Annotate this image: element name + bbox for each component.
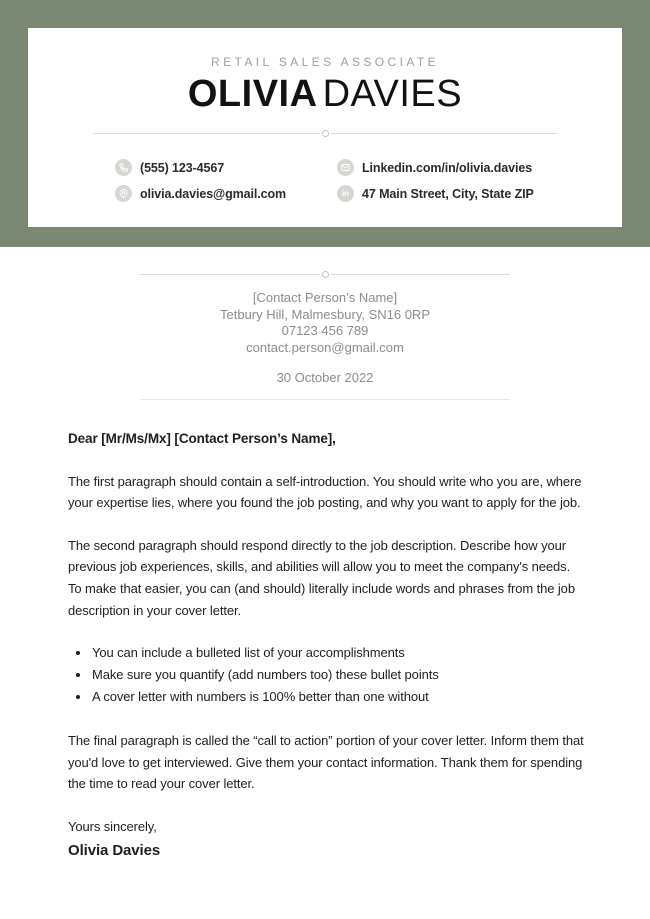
contact-grid (115, 159, 622, 202)
signature: Olivia Davies (68, 841, 161, 859)
recipient-email: contact.person@gmail.com (246, 339, 404, 355)
contact-linkedin-label: Linkedin.com/in/olivia.davies (362, 160, 533, 175)
phone-icon (115, 159, 132, 176)
contact-phone-label: (555) 123-4567 (140, 160, 225, 175)
bullet-item: A cover letter with numbers is 100% better than one without (68, 686, 584, 708)
letter-date: 30 October 2022 (276, 370, 374, 385)
bullet-item: Make sure you quantify (add numbers too) these bullet points (68, 664, 584, 686)
contact-email-label: olivia.davies@gmail.com (140, 186, 287, 201)
divider-line (331, 274, 511, 275)
closing: Yours sincerely, (68, 818, 157, 834)
recipient-address: Tetbury Hill, Malmesbury, SN16 0RP (220, 306, 430, 322)
paragraph-second: The second paragraph should respond directly to the job description. Describe how your previous job experiences, skills, and abilities will allow you to meet the company's needs. To make that easier, you can (and should) literally include words and phrases from the job description in your cover letter. (68, 537, 575, 618)
divider-line (93, 133, 320, 134)
bullet-list (68, 642, 584, 708)
divider-line (331, 133, 558, 134)
first-name: OLIVIA (187, 73, 318, 115)
linkedin-icon: in (337, 185, 354, 202)
paragraph-intro: The first paragraph should contain a self-introduction. You should write who you are, where your expertise lies, where you found the job posting, and why you want to apply for the job. (68, 473, 582, 511)
bullet-item: You can include a bulleted list of your accomplishments (68, 642, 584, 664)
contact-item-email (115, 185, 337, 202)
name-heading (28, 73, 622, 115)
contact-item-phone (115, 159, 337, 176)
header-divider (93, 130, 557, 137)
envelope-icon (337, 159, 354, 176)
letter-body (0, 400, 650, 861)
paragraph-final: The final paragraph is called the “call to action” portion of your cover letter. Inform them that you'd love to get interviewed. Give them your contact information. Thank them for spending the time to read your cover letter. (68, 733, 584, 792)
header-banner (0, 0, 650, 247)
divider-ring-icon (322, 130, 329, 137)
divider-line (140, 274, 320, 275)
recipient-phone: 07123 456 789 (281, 323, 369, 338)
recipient-name: [Contact Person’s Name] (252, 290, 398, 305)
last-name: DAVIES (322, 73, 463, 115)
divider-ring-icon (322, 271, 329, 278)
recipient-block (0, 271, 650, 400)
header-card (28, 28, 622, 227)
contact-address-label: 47 Main Street, City, State ZIP (362, 186, 534, 201)
greeting: Dear [Mr/Ms/Mx] [Contact Person’s Name], (68, 431, 336, 446)
location-pin-icon (115, 185, 132, 202)
contact-item-address (337, 185, 534, 202)
contact-item-linkedin-url (337, 159, 534, 176)
recipient-divider (140, 271, 510, 278)
job-title: RETAIL SALES ASSOCIATE (211, 55, 439, 69)
recipient-details (0, 290, 650, 356)
